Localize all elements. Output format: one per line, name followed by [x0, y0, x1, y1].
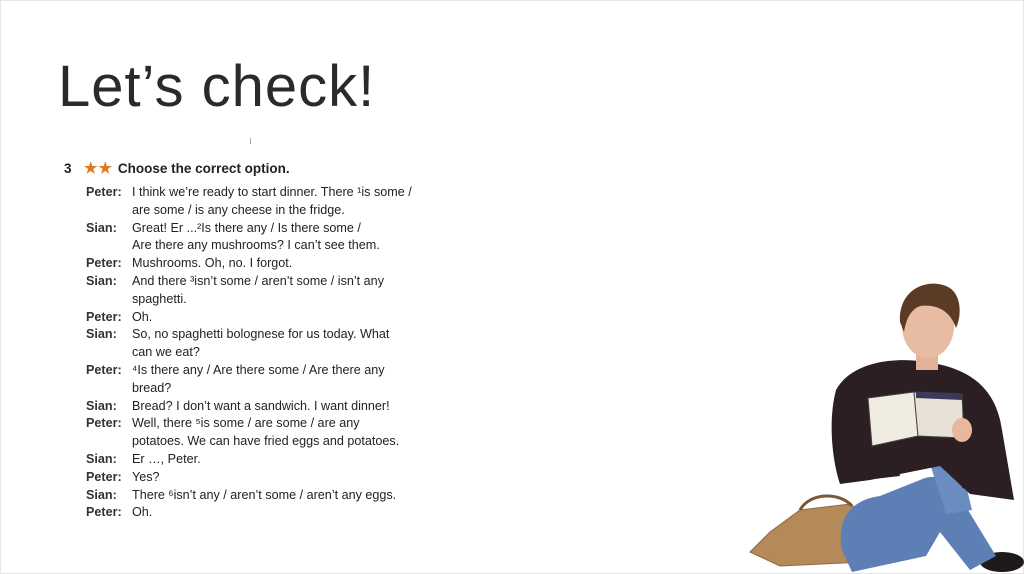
speaker-name: Sian: — [86, 398, 117, 413]
dialogue-line — [86, 326, 454, 362]
speech-text: Oh. — [132, 505, 153, 520]
difficulty-stars-icon: ★★ — [84, 160, 113, 177]
dialogue-line — [86, 415, 454, 451]
speech-text: And there ³isn’t some / aren’t some / isn’t any spaghetti. — [132, 273, 384, 306]
speech-text: Bread? I don’t want a sandwich. I want dinner! — [132, 398, 390, 413]
exercise-number: 3 — [64, 160, 72, 176]
speaker-name: Sian: — [86, 487, 117, 502]
dialogue-line — [86, 309, 454, 327]
speech-text: Yes? — [132, 469, 160, 484]
speaker-name: Sian: — [86, 327, 117, 342]
speaker-name: Peter: — [86, 362, 122, 377]
dialogue-line — [86, 184, 454, 220]
speaker-name: Peter: — [86, 416, 122, 431]
speaker-name: Sian: — [86, 273, 117, 288]
dialogue-line — [86, 255, 454, 273]
dialogue-line — [86, 504, 454, 522]
dialogue-line — [86, 273, 454, 309]
speaker-name: Sian: — [86, 451, 117, 466]
dialogue — [86, 184, 454, 522]
speaker-name: Peter: — [86, 309, 122, 324]
speech-text: There ⁶isn’t any / aren’t some / aren’t any eggs. — [132, 487, 397, 502]
slide-title: Let’s check! — [58, 54, 376, 119]
speaker-name: Peter: — [86, 505, 122, 520]
exercise-block — [64, 158, 454, 522]
speaker-name: Peter: — [86, 256, 122, 271]
exercise-header — [64, 158, 454, 178]
dialogue-line — [86, 398, 454, 416]
dialogue-line — [86, 220, 454, 256]
dialogue-line — [86, 469, 454, 487]
speech-text: Mushrooms. Oh, no. I forgot. — [132, 256, 293, 271]
dialogue-line — [86, 487, 454, 505]
person-reading-book-icon — [740, 270, 1024, 574]
divider-mark — [250, 138, 251, 144]
speech-text: So, no spaghetti bolognese for us today. What can we eat? — [132, 327, 390, 360]
speech-text: Well, there ⁵is some / are some / are any potatoes. We can have fried eggs and potatoes. — [132, 416, 400, 449]
speaker-name: Sian: — [86, 220, 117, 235]
speech-text: Oh. — [132, 309, 153, 324]
speech-text: Er …, Peter. — [132, 451, 201, 466]
speaker-name: Peter: — [86, 469, 122, 484]
speaker-name: Peter: — [86, 185, 122, 199]
dialogue-line — [86, 451, 454, 469]
dialogue-line — [86, 362, 454, 398]
speech-text: I think we’re ready to start dinner. There ¹is some / are some / is any cheese in the fridge. — [132, 185, 412, 217]
speech-text: ⁴Is there any / Are there some / Are there any bread? — [132, 362, 385, 395]
exercise-instruction: Choose the correct option. — [117, 160, 290, 176]
speech-text: Great! Er ...²Is there any / Is there some / Are there any mushrooms? I can’t see them. — [132, 220, 380, 253]
